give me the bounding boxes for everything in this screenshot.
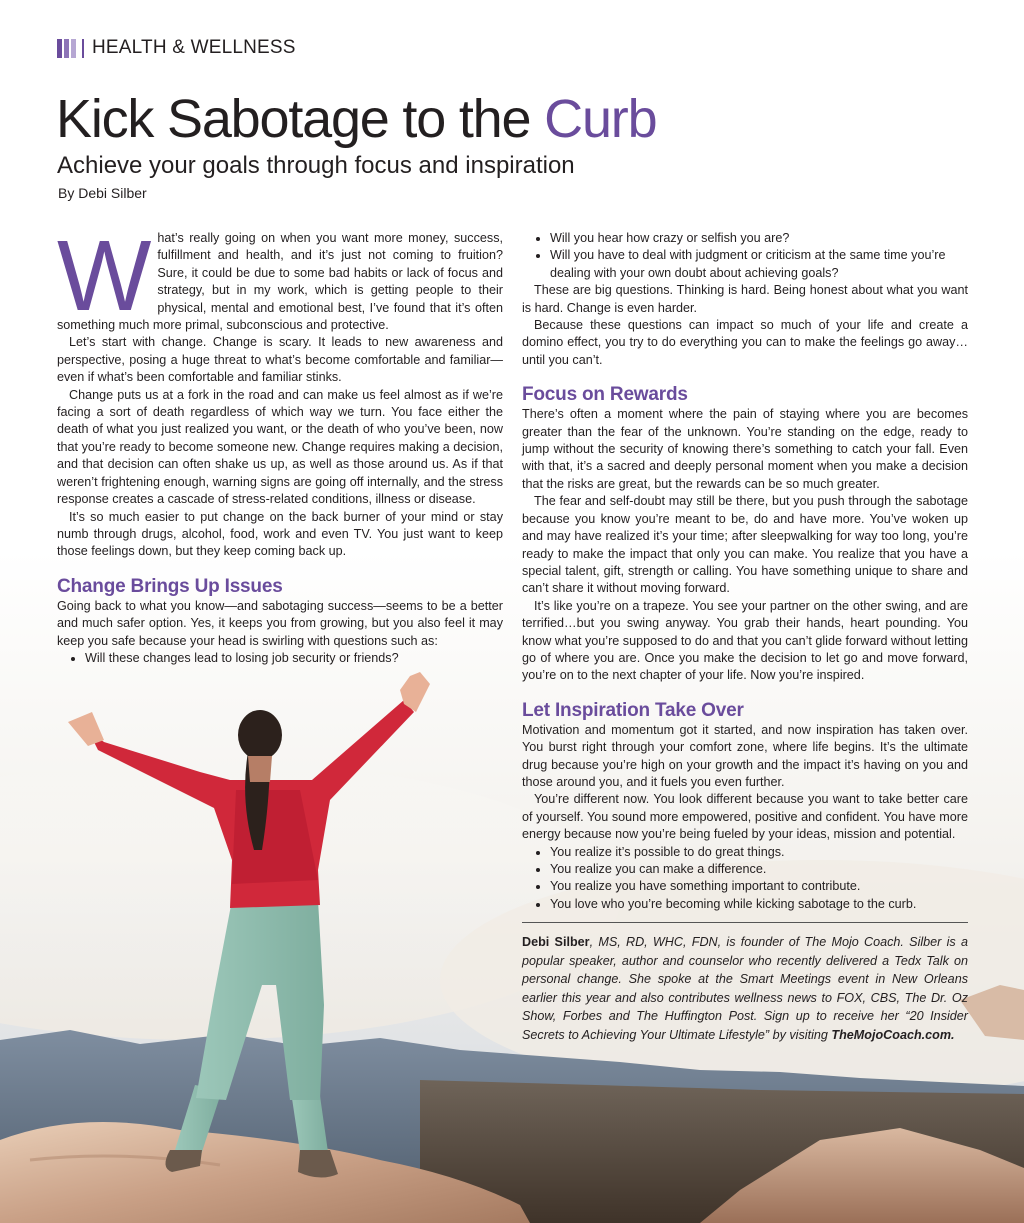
body-paragraph: Going back to what you know—and sabotaging success—seems to be a better and much safer option. Yes, it keeps you from growing, but you also feel it may keep you safe because your head is swirling with questions such as: [57,598,503,648]
bio-website-link[interactable]: TheMojoCoach.com. [831,1027,955,1042]
drop-cap: W [57,220,150,332]
article-subtitle: Achieve your goals through focus and inspiration [57,152,575,179]
body-paragraph: Because these questions can impact so much of your life and create a domino effect, you try to do everything you can to make the feelings go away… until you can’t. [522,318,968,367]
section-heading-rewards: Focus on Rewards [522,384,688,406]
list-item: • You realize you have something important to contribute. [550,878,968,895]
tag-bar [57,39,62,58]
tag-bar [82,39,84,58]
byline: By Debi Silber [58,185,147,201]
list-item: • You realize you can make a difference. [550,861,968,878]
list-item: • Will these changes lead to losing job security or friends? [85,650,503,667]
body-paragraph: It’s like you’re on a trapeze. You see your partner on the other swing, and are terrified…but you swing anyway. You grab their hands, heart pounding. You know what you’re supposed to do and that you can’t glide forward without letting go of where you are. Once you make the decision to let go and move forward, you’re on to the next chapter of your life. Now you’re inspired. [522,598,968,683]
body-paragraph: Motivation and momentum got it started, and now inspiration has taken over. You burst right through your comfort zone, where life begins. It’s the ultimate drug because you’re high on your growth and the impact it’s having on you and those around you, and it fuels you even further. [522,722,968,789]
section-heading-change: Change Brings Up Issues [57,575,283,597]
body-paragraph: Change puts us at a fork in the road and can make us feel almost as if we’re facing a sort of death regardless of which way we turn. You face either the death of what you just realized you want, or the death of who you’ve been, now that you’re ready to become someone new. Change requires making a decision, and that decision can often shake us up, as well as those around us. As if that weren’t frightening enough, warning signs are going off internally, and the stress response creates a cascade of stress-related conditions, illness or disease. [57,387,503,507]
section-tag [57,37,296,59]
intro-text: hat’s really going on when you want more money, success, fulfillment and health, and it’s just not coming to fruition? Sure, it could be due to some bad habits or lack of focus and strategy, but in my work, which is getting people to their physical, mental and emotional best, I’ve found that it’s often something much more primal, subconscious and protective. [57,231,503,333]
body-paragraph: The fear and self-doubt may still be there, but you push through the sabotage because you know you’re meant to be, do and have more. You’ve woken up and may have realized it’s your time; after sleepwalking for way too long, you’re ready to make the impact that only you can make. You realize that you have a special talent, gift, strength or calling. You have something unique to share and can’t share it without moving forward. [522,494,968,596]
list-item: • You love who you’re becoming while kicking sabotage to the curb. [550,896,968,913]
article-title [56,86,656,152]
question-list [57,650,503,667]
body-paragraph: These are big questions. Thinking is hard. Being honest about what you want is hard. Change is even harder. [522,283,968,315]
bio-author-name: Debi Silber [522,935,590,950]
bio-divider [522,922,968,923]
body-paragraph: It’s so much easier to put change on the back burner of your mind or stay numb through drugs, alcohol, food, work and even TV. You just want to keep those feelings down, but they keep coming back up. [57,509,503,559]
section-label: HEALTH & WELLNESS [92,37,296,58]
title-main: Kick Sabotage to the [56,89,545,149]
bio-text: , MS, RD, WHC, FDN, is founder of The Mojo Coach. Silber is a popular speaker, author and counselor who recently delivered a Tedx Talk on personal change. She spoke at the Smart Meetings event in New Orleans earlier this year and also contributes wellness news to FOX, CBS, The Dr. Oz Show, Forbes and The Huffington Post. Sign up to receive her “20 Insider Secrets to Achieving Your Ultimate Lifestyle” by visiting [522,935,968,1042]
intro-paragraph [57,220,503,334]
body-paragraph: You’re different now. You look different because you want to take better care of yourself. You sound more empowered, positive and confident. You have more energy because now you’re being fueled by your ideas, mission and potential. [522,792,968,842]
section-heading-inspiration: Let Inspiration Take Over [522,699,744,721]
tag-bar [71,39,76,58]
list-item: • Will you hear how crazy or selfish you are? [550,230,968,247]
list-item: • You realize it’s possible to do great things. [550,844,968,861]
list-item: • Will you have to deal with judgment or criticism at the same time you’re dealing with your own doubt about achieving goals? [550,247,968,282]
question-list-continued [522,230,968,282]
section-tag-bars [57,39,86,58]
tag-bar [64,39,69,58]
realization-list [522,844,968,914]
left-column [57,220,503,667]
right-column [522,230,968,1044]
author-bio [522,933,968,1044]
title-accent: Curb [544,89,657,149]
body-paragraph: Let’s start with change. Change is scary. It leads to new awareness and perspective, posing a huge threat to what’s become comfortable and familiar—even if what’s been comfortable and familiar stinks. [57,335,503,385]
body-paragraph: There’s often a moment where the pain of staying where you are becomes greater than the fear of the unknown. You’re standing on the edge, ready to jump without the security of knowing there’s something to catch your fall. Even with that, it’s a sacred and deeply personal moment when you make a decision that the risks are great, but the rewards can be so much greater. [522,407,968,491]
